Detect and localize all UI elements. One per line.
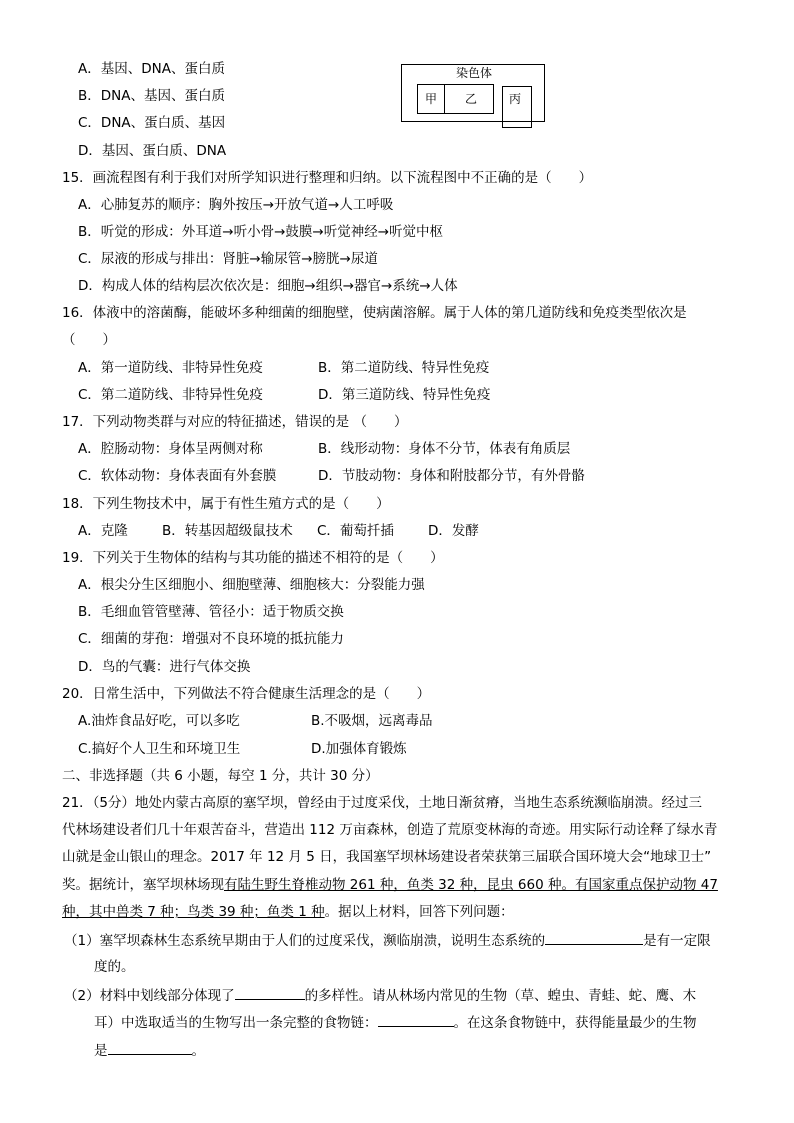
q16-option-b: B．第二道防线、特异性免疫 bbox=[318, 360, 490, 376]
q18-option-b: B．转基因超级鼠技术 bbox=[162, 523, 293, 539]
q21-line-4-start: 奖。据统计，塞罕坝林场现 bbox=[62, 877, 224, 893]
q14-option-b: B．DNA、基因、蛋白质 bbox=[78, 88, 225, 104]
q19-option-b: B．毛细血管管壁薄、管径小：适于物质交换 bbox=[78, 604, 344, 620]
answer-blank-3[interactable] bbox=[378, 1012, 454, 1027]
q16-stem: 16．体液中的溶菌酶，能破坏多种细菌的细胞壁，使病菌溶解。属于人体的第几道防线和免疫类型依次是 bbox=[62, 305, 687, 321]
q14-option-c: C．DNA、蛋白质、基因 bbox=[78, 115, 226, 131]
q21-part-2-line-2 bbox=[94, 1012, 697, 1032]
q16-option-a: A．第一道防线、非特异性免疫 bbox=[78, 360, 263, 376]
q21-underlined-text-1: 有陆生野生脊椎动物 261 种，鱼类 32 种，昆虫 660 种。有国家重点保护动物 47 bbox=[224, 877, 718, 893]
q21-line-5-end: 。据以上材料，回答下列问题： bbox=[324, 904, 514, 920]
q17-option-a: A．腔肠动物：身体呈两侧对称 bbox=[78, 441, 263, 457]
q15-option-c: C．尿液的形成与排出：肾脏→输尿管→膀胱→尿道 bbox=[78, 251, 378, 267]
q21-part-2-line-3 bbox=[94, 1040, 205, 1060]
answer-blank-1[interactable] bbox=[545, 930, 643, 945]
q20-option-b: B.不吸烟，远离毒品 bbox=[311, 713, 433, 729]
q21-line-3: 山就是金山银山的理念。2017 年 12 月 5 日，我国塞罕坝林场建设者荣获第三届联合国环境大会“地球卫士” bbox=[62, 849, 712, 865]
chromosome-diagram bbox=[401, 64, 545, 126]
q21-line-2: 代林场建设者们几十年艰苦奋斗，营造出 112 万亩森林，创造了荒原变林海的奇迹。用实际行动诠释了绿水青 bbox=[62, 822, 718, 838]
q20-stem: 20．日常生活中，下列做法不符合健康生活理念的是（ ） bbox=[62, 686, 431, 702]
q19-option-c: C．细菌的芽孢：增强对不良环境的抵抗能力 bbox=[78, 631, 344, 647]
q15-option-d: D．构成人体的结构层次依次是：细胞→组织→器官→系统→人体 bbox=[78, 278, 458, 294]
q21-line-5 bbox=[62, 903, 514, 921]
q15-option-a: A．心肺复苏的顺序：胸外按压→开放气道→人工呼吸 bbox=[78, 197, 394, 213]
q21-part-2-text: （2）材料中划线部分体现了 bbox=[64, 988, 235, 1004]
yi-label: 乙 bbox=[465, 92, 478, 106]
q15-stem: 15．画流程图有利于我们对所学知识进行整理和归纳。以下流程图中不正确的是（ ） bbox=[62, 170, 593, 186]
q21-underlined-text-2: 种，其中兽类 7 种；鸟类 39 种；鱼类 1 种 bbox=[62, 904, 325, 920]
q14-option-d: D．基因、蛋白质、DNA bbox=[78, 143, 227, 159]
q18-option-d: D．发酵 bbox=[428, 523, 479, 539]
q18-option-a: A．克隆 bbox=[78, 523, 128, 539]
q16-option-c: C．第二道防线、非特异性免疫 bbox=[78, 387, 263, 403]
q19-stem: 19．下列关于生物体的结构与其功能的描述不相符的是（ ） bbox=[62, 550, 444, 566]
q20-option-a: A.油炸食品好吃，可以多吃 bbox=[78, 713, 240, 729]
q17-option-c: C．软体动物：身体表面有外套膜 bbox=[78, 468, 277, 484]
q21-part-2-shi: 是 bbox=[94, 1043, 108, 1059]
q18-stem: 18．下列生物技术中，属于有性生殖方式的是（ ） bbox=[62, 496, 390, 512]
q21-line-4 bbox=[62, 876, 718, 894]
q21-part-2-energy-prompt: 。在这条食物链中，获得能量最少的生物 bbox=[453, 1015, 697, 1031]
q21-line-1: 21．（5分）地处内蒙古高原的塞罕坝，曾经由于过度采伐，土地日渐贫瘠，当地生态系统濒临崩溃。经过三 bbox=[62, 795, 703, 811]
q21-part-1-text: （1）塞罕坝森林生态系统早期由于人们的过度采伐，濒临崩溃，说明生态系统的 bbox=[64, 933, 546, 949]
answer-blank-2[interactable] bbox=[235, 985, 305, 1000]
q17-stem: 17．下列动物类群与对应的特征描述，错误的是 （ ） bbox=[62, 414, 408, 430]
bing-label: 丙 bbox=[509, 92, 522, 106]
q19-option-a: A．根尖分生区细胞小、细胞壁薄、细胞核大：分裂能力强 bbox=[78, 577, 425, 593]
q17-option-d: D．节肢动物：身体和附肢都分节，有外骨骼 bbox=[318, 468, 585, 484]
section-2-heading: 二、非选择题（共 6 小题，每空 1 分，共计 30 分） bbox=[62, 768, 379, 784]
q17-option-b: B．线形动物：身体不分节，体表有角质层 bbox=[318, 441, 571, 457]
answer-blank-4[interactable] bbox=[108, 1040, 192, 1055]
jia-label: 甲 bbox=[425, 92, 438, 106]
q21-part-1-cont: 度的。 bbox=[94, 959, 135, 975]
q21-part-2-text-end: 的多样性。请从林场内常见的生物（草、蝗虫、青蛙、蛇、鹰、木 bbox=[304, 988, 697, 1004]
q21-part-2-period: 。 bbox=[191, 1043, 205, 1059]
q19-option-d: D．鸟的气囊：进行气体交换 bbox=[78, 659, 251, 675]
q20-option-d: D.加强体育锻炼 bbox=[311, 741, 407, 757]
q21-part-1 bbox=[64, 930, 711, 950]
q21-part-2-food-chain-prompt: 耳）中选取适当的生物写出一条完整的食物链： bbox=[94, 1015, 378, 1031]
q16-option-d: D．第三道防线、特异性免疫 bbox=[318, 387, 491, 403]
q21-part-1-text-end: 是有一定限 bbox=[643, 933, 711, 949]
q15-option-b: B．听觉的形成：外耳道→听小骨→鼓膜→听觉神经→听觉中枢 bbox=[78, 224, 444, 240]
q20-option-c: C.搞好个人卫生和环境卫生 bbox=[78, 741, 241, 757]
q16-paren: （ ） bbox=[62, 332, 116, 348]
q14-option-a: A．基因、DNA、蛋白质 bbox=[78, 61, 225, 77]
chromosome-label: 染色体 bbox=[456, 66, 493, 80]
q18-option-c: C．葡萄扦插 bbox=[317, 523, 394, 539]
q21-part-2 bbox=[64, 985, 696, 1005]
